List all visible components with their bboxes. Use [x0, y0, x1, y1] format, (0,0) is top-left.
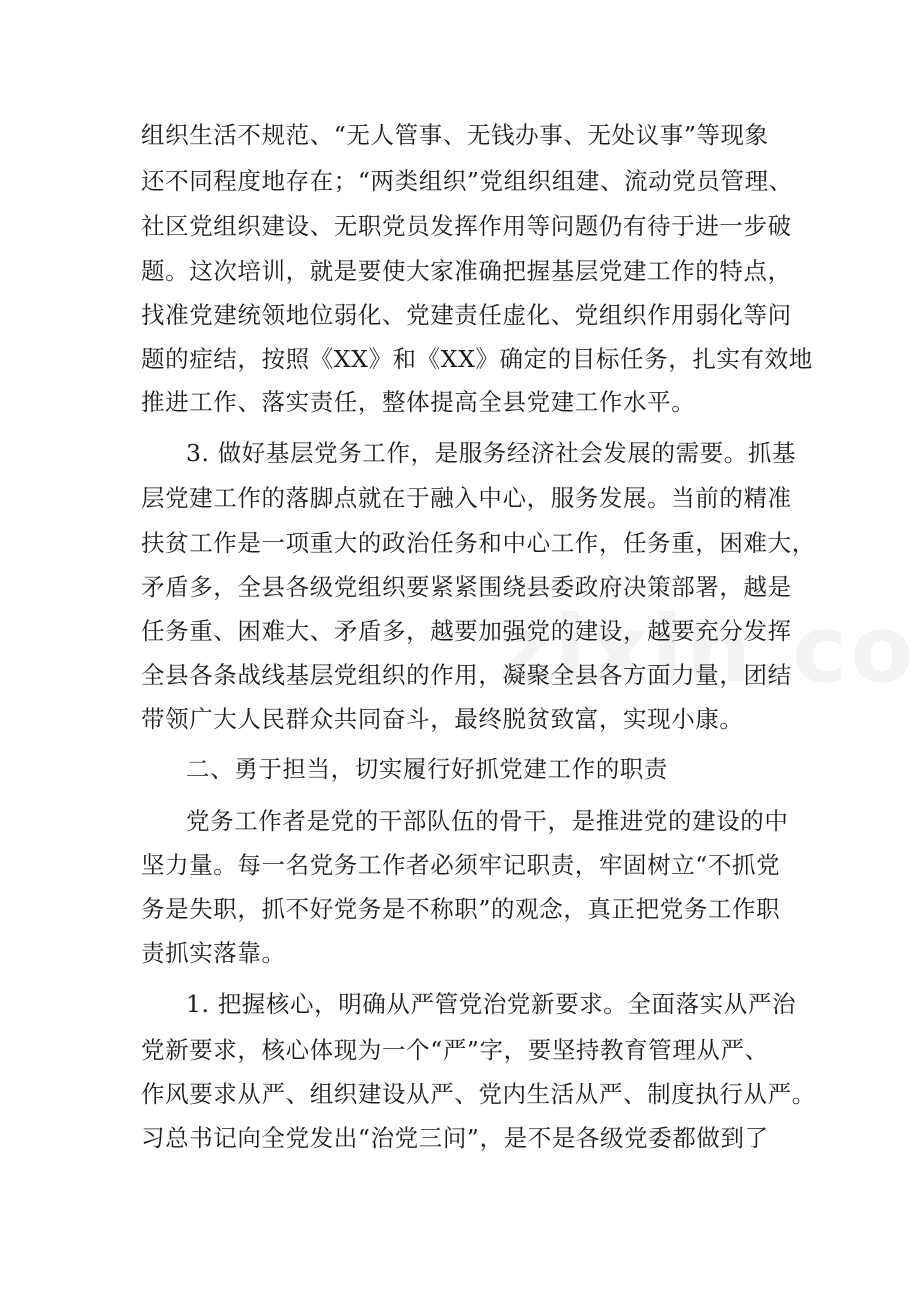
text-line: 全县各条战线基层党组织的作用，凝聚全县各方面力量，团结 [141, 661, 792, 689]
text-line: 1. 把握核心，明确从严管党治党新要求。全面落实从严治 [186, 990, 797, 1018]
text-line: 推进工作、落实责任，整体提高全县党建工作水平。 [141, 388, 696, 416]
heading-text: 二、勇于担当，切实履行好抓党建工作的职责 [186, 755, 668, 783]
text-line: 扶贫工作是一项重大的政治任务和中心工作，任务重，困难大， [141, 529, 816, 557]
text-line: 层党建工作的落脚点就在于融入中心，服务发展。当前的精准 [141, 484, 792, 512]
text-line: 题的症结，按照《XX》和《XX》确定的目标任务，扎实有效地 [141, 345, 813, 373]
text-line: 务是失职，抓不好党务是不称职”的观念，真正把党务工作职 [141, 895, 781, 923]
text-line: 组织生活不规范、“无人管事、无钱办事、无处议事”等现象 [141, 121, 769, 149]
watermark [498, 596, 920, 703]
text-line: 还不同程度地存在；“两类组织”党组织组建、流动党员管理、 [141, 167, 793, 195]
text-line: 带领广大人民群众共同奋斗，最终脱贫致富，实现小康。 [141, 705, 744, 733]
text-line: 作风要求从严、组织建设从严、党内生活从严、制度执行从严。 [141, 1080, 816, 1108]
text-line: 党务工作者是党的干部队伍的骨干，是推进党的建设的中 [186, 807, 789, 835]
text-line: 社区党组织建设、无职党员发挥作用等问题仍有待于进一步破 [141, 212, 792, 240]
text-line: 坚力量。每一名党务工作者必须牢记职责，牢固树立“不抓党 [141, 851, 781, 879]
text-line: 3. 做好基层党务工作，是服务经济社会发展的需要。抓基 [186, 439, 797, 467]
text-line: 党新要求，核心体现为一个“严”字，要坚持教育管理从严、 [141, 1036, 769, 1064]
text-line: 找准党建统领地位弱化、党建责任虚化、党组织作用弱化等问 [141, 301, 792, 329]
text-line: 矛盾多，全县各级党组织要紧紧围绕县委政府决策部署，越是 [141, 573, 792, 601]
text-line: 题。这次培训，就是要使大家准确把握基层党建工作的特点， [141, 257, 792, 285]
text-line: 习总书记向全党发出“治党三问”，是不是各级党委都做到了 [141, 1124, 769, 1152]
text-line: 责抓实落靠。 [141, 939, 286, 967]
text-line: 任务重、困难大、矛盾多，越要加强党的建设，越要充分发挥 [141, 617, 792, 645]
